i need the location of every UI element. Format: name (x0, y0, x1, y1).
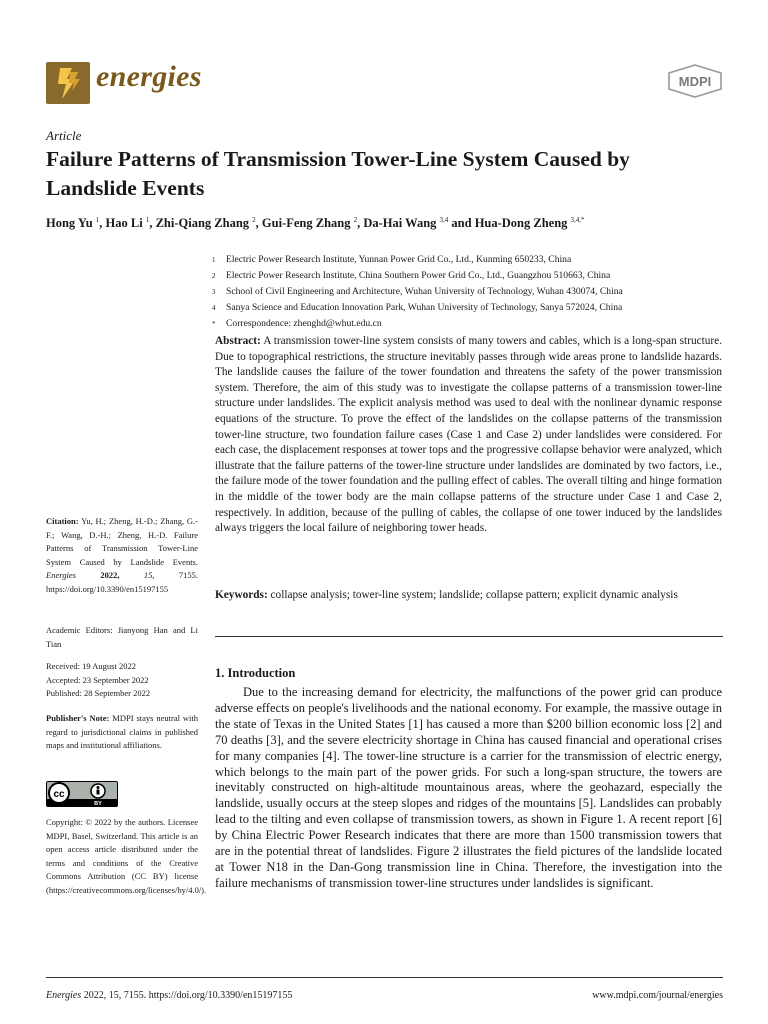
affiliations (212, 252, 732, 332)
mdpi-logo-icon (666, 64, 724, 98)
section-heading: 1. Introduction (215, 666, 296, 680)
cc-by-label: BY (94, 801, 102, 807)
journal-logo-icon (46, 62, 90, 104)
author[interactable]: Gui-Feng Zhang $^2$ (261, 216, 358, 231)
footer-divider (46, 977, 723, 978)
author-list: Hong Yu $^1$, Hao Li $^1$, Zhi-Qiang Zhang $^2$, Gui-Feng Zhang $^2$, Da-Hai Wang $^{3,4}$ and Hua-Dong Zheng $^{3,4,*}$ (46, 216, 585, 231)
dates (46, 660, 198, 701)
publisher-note: Publisher's Note: MDPI stays neutral with regard to jurisdictional claims in published maps and institutional affiliations. (46, 713, 198, 750)
author[interactable]: Hao Li $^1$ (105, 216, 150, 231)
affiliation-item: 4 Sanya Science and Education Innovation Park, Wuhan University of Technology, Sanya 572024, China (212, 302, 623, 313)
affiliation-item: 3 School of Civil Engineering and Architecture, Wuhan University of Technology, Wuhan 430074, China (212, 286, 623, 297)
accepted-date: Accepted: 23 September 2022 (46, 674, 149, 685)
academic-editors: Academic Editors: Jianyong Han and Li Tian (46, 625, 198, 649)
affiliation-item: 2 Electric Power Research Institute, China Southern Power Grid Co., Ltd., Guangzhou 510663, China (212, 270, 611, 281)
article-title: Failure Patterns of Transmission Tower-Line System Caused by Landslide Events (46, 147, 630, 200)
author[interactable]: Zhi-Qiang Zhang $^2$ (155, 216, 256, 231)
abstract (215, 334, 722, 537)
footer-citation: Energies 2022, 15, 7155. https://doi.org/10.3390/en15197155 (46, 990, 293, 1001)
svg-text:cc: cc (53, 789, 65, 800)
affiliation-item: 1 Electric Power Research Institute, Yunnan Power Grid Co., Ltd., Kunming 650233, China (212, 254, 572, 265)
abstract-label: Abstract: (215, 335, 261, 347)
author[interactable]: Da-Hai Wang $^{3,4}$ (363, 216, 449, 231)
cc-by-license-icon[interactable] (46, 781, 118, 807)
article-type: Article (46, 128, 82, 143)
abstract-text: A transmission tower-line system consists of many towers and cables, which is a long-span structure. Due to topographical restrictions, the structure inevitably passes through wide areas prone to landslide hazards. The landslide causes the failure of the tower foundation and threatens the safety of the power transmission system. Therefore, the aim of this study was to investigate the collapse patterns of a transmission tower-line structure under landslides. The explicit analysis method was used to deal with the nonlinear dynamic response equations of the structure. To prove the effect of the landslides on the collapse patterns of the transmission tower-line structure, two foundation failure cases (Case 1 and Case 2) under landslides were considered. For each case, the displacement responses at tower tops and the progressive collapse behavior were analyzed, which illustrate that the failure patterns of the tower-line structure under landslides are dominated by two factors, i.e., the failure mode of the tower foundation and the pulling effect of cables. The overall tilting and hinge formation in the middle of the tower body are the main collapse patterns of the structure under Case 1 and Case 2, respectively. In addition, because of the pulling of cables, the collapse of one tower induced by the landslides always triggers the local failure of neighboring tower heads. (215, 335, 723, 535)
keywords (215, 588, 722, 604)
received-date: Received: 19 August 2022 (46, 661, 136, 671)
keywords-text: collapse analysis; tower-line system; landslide; collapse pattern; explicit dynamic analysis (270, 589, 678, 601)
divider (215, 636, 723, 637)
citation-block: Citation: Yu, H.; Zheng, H.-D.; Zhang, G.-F.; Wang, D.-H.; Zheng, H.-D. Failure Patterns of Transmission Tower-Line System Caused by Landslide Events. Energies 2022, 15, 7155. https://doi.org/10.3390/en15197155 (46, 516, 198, 594)
published-date: Published: 28 September 2022 (46, 688, 151, 698)
keywords-label: Keywords: (215, 589, 268, 601)
correspondence[interactable]: * Correspondence: zhenghd@whut.edu.cn (212, 318, 382, 329)
journal-name: energies (96, 60, 202, 93)
author[interactable]: Hua-Dong Zheng $^{3,4,*}$ (474, 216, 585, 231)
author[interactable]: Hong Yu $^1$ (46, 216, 100, 231)
copyright-notice: Copyright: © 2022 by the authors. Licensee MDPI, Basel, Switzerland. This article is an open access article distributed under the terms and conditions of the Creative Commons Attribution (CC BY) license (https://creativecommons.org/licenses/by/4.0/). (46, 817, 207, 895)
footer-journal-url[interactable]: www.mdpi.com/journal/energies (592, 990, 723, 1001)
doi-link[interactable]: https://doi.org/10.3390/en15197155 (46, 583, 169, 594)
mdpi-logo-text: MDPI (678, 74, 712, 89)
introduction-body: Due to the increasing demand for electricity, the malfunctions of the power grid can produce adverse effects on people's livelihoods and the national economy. For example, the massive outage in the state of Texas in the United States [1] has caused a more than $200 billion economic loss [2] and 70 deaths [3], and the severe electricity shortage in China has caused financial and operational crises for many companies [4]. The tower-line structure is a carrier for the transmission of electric energy, which belongs to the main part of the power grids. For such a long-span structure, the towers are inevitably constructed on high-altitude mountainous areas, where the geohazard, especially the landslide, usually occurs at the steep slopes and ridges of the mountains [5]. Landslides can probably lead to the tilting and even collapse of transmission towers, as shown in Figure 1. A recent report [6] by China Electric Power Research indicates that there are more than 1500 transmission towers that are in the potential threat of landslides. Figure 2 illustrates the field pictures of the landslide located at Tower N18 in the Dan-Gong transmission line in China. Therefore, the investigation into the failure mechanisms of transmission tower-line structures under landslides is significant. (215, 685, 722, 890)
